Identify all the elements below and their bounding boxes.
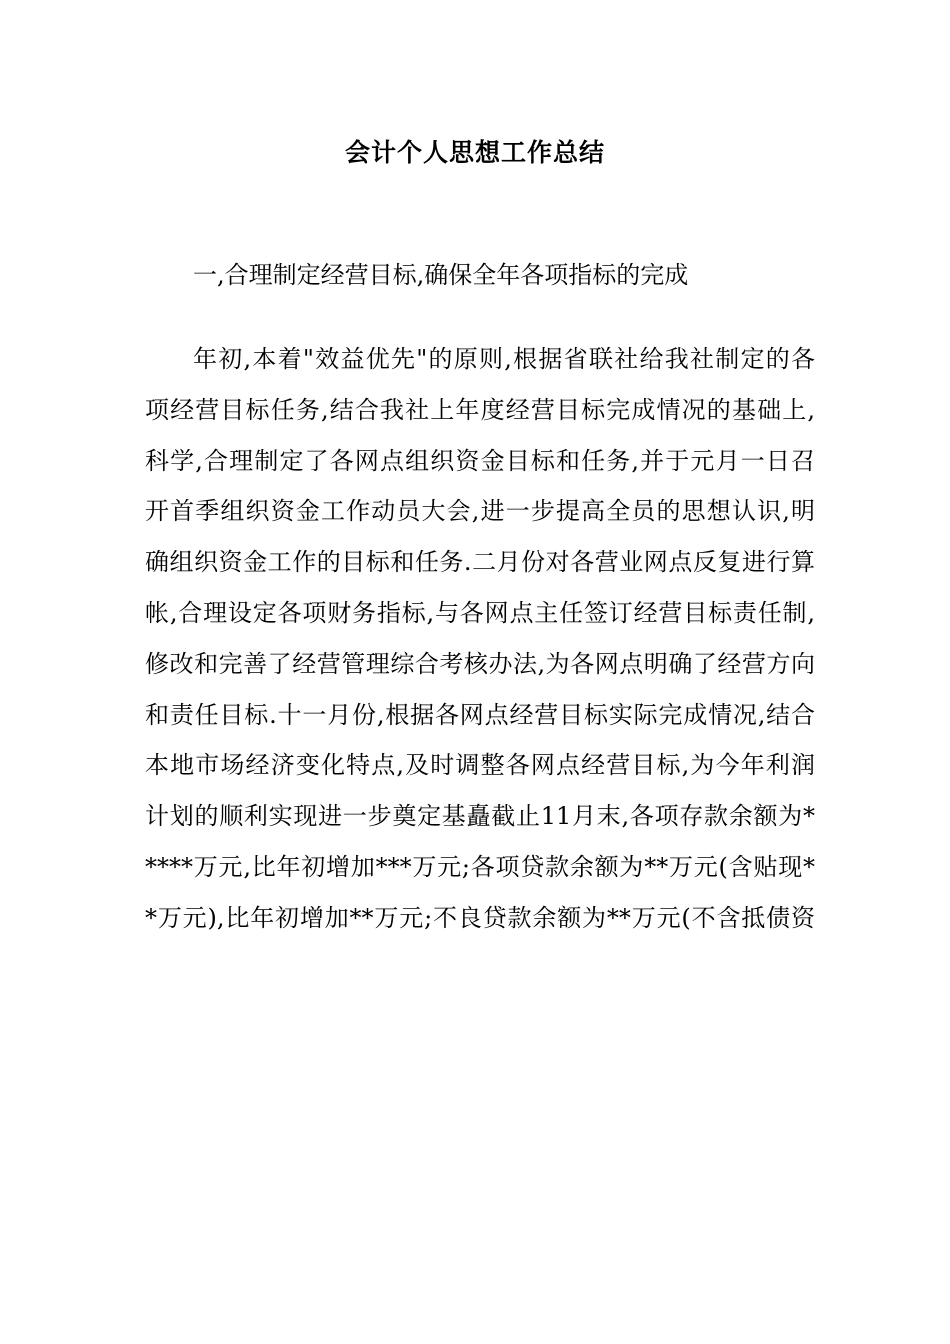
document-title: 会计个人思想工作总结: [344, 138, 605, 167]
paragraph-line: 确组织资金工作的目标和任务.二月份对各营业网点反复进行算: [145, 548, 815, 577]
paragraph-line: 开首季组织资金工作动员大会,进一步提高全员的思想认识,明: [145, 497, 815, 526]
paragraph-line: 修改和完善了经营管理综合考核办法,为各网点明确了经营方向: [145, 649, 815, 678]
paragraph-line: 科学,合理制定了各网点组织资金目标和任务,并于元月一日召: [145, 446, 815, 475]
paragraph-line: 本地市场经济变化特点,及时调整各网点经营目标,为今年利润: [145, 751, 815, 780]
paragraph-line: 和责任目标.十一月份,根据各网点经营目标实际完成情况,结合: [145, 700, 815, 729]
paragraph-line: 计划的顺利实现进一步奠定基矗截止11月末,各项存款余额为*: [145, 802, 815, 831]
section-heading: 一,合理制定经营目标,确保全年各项指标的完成: [193, 261, 689, 289]
paragraph-line: ****万元,比年初增加***万元;各项贷款余额为**万元(含贴现*: [145, 852, 815, 881]
paragraph-line: 帐,合理设定各项财务指标,与各网点主任签订经营目标责任制,: [145, 598, 815, 627]
body-paragraph: [145, 334, 815, 944]
paragraph-line: 年初,本着"效益优先"的原则,根据省联社给我社制定的各: [193, 345, 815, 373]
paragraph-line: 项经营目标任务,结合我社上年度经营目标完成情况的基础上,: [145, 395, 815, 424]
paragraph-line: *万元),比年初增加**万元;不良贷款余额为**万元(不含抵债资: [145, 903, 815, 932]
